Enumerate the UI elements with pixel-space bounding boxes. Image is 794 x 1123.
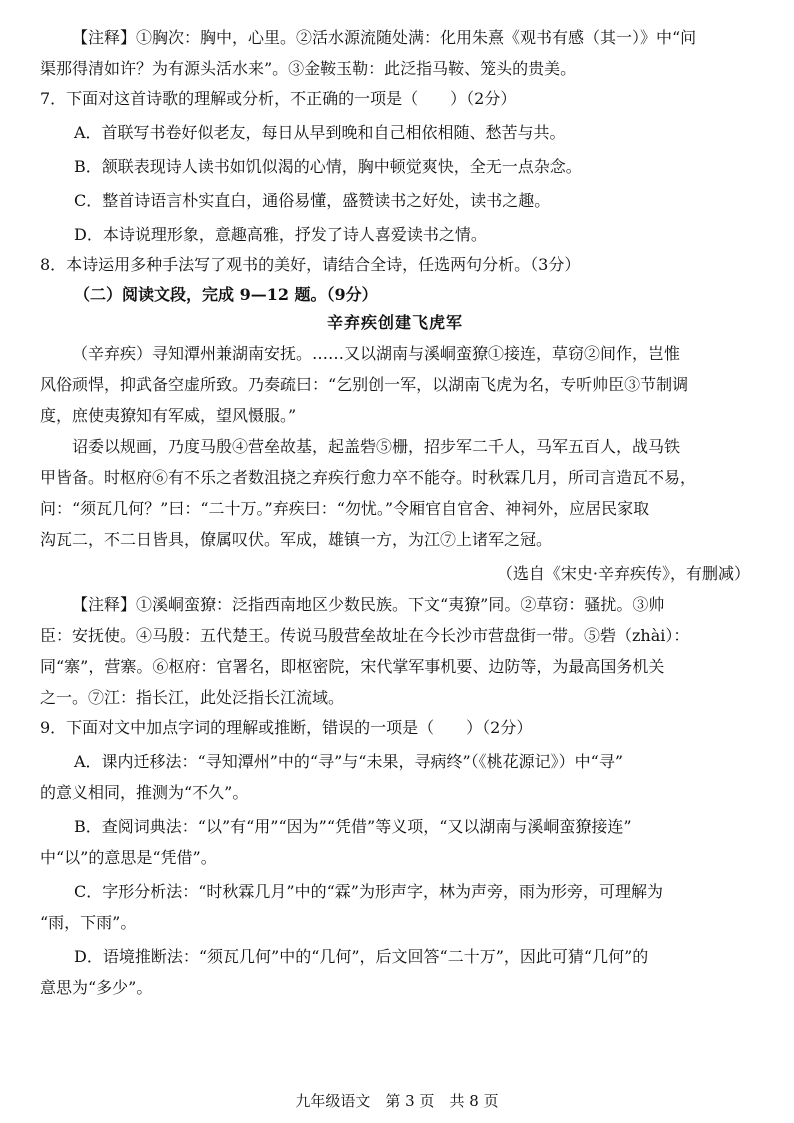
q9-option-b-line2: 中“以”的意思是“凭借”。 [40, 848, 217, 867]
q9-option-c-line1: C．字形分析法：“时秋霖几月”中的“霖”为形声字，林为声旁，雨为形旁，可理解为 [74, 882, 663, 901]
passage-body [40, 344, 750, 550]
passage-p2-line4: 沟瓦二，不二日皆具，僚属叹伏。军成，雄镇一方，为江⑦上诸军之冠。 [40, 530, 553, 549]
q7-option-b: B．颔联表现诗人读书如饥似渴的心情，胸中顿觉爽快，全无一点杂念。 [74, 157, 582, 176]
q9-option-b-line1: B．查阅词典法：“以”有“用”“因为”“凭借”等义项，“又以湖南与溪峒蛮獠接连” [74, 817, 632, 836]
passage-title: 辛弃疾创建飞虎军 [326, 313, 463, 332]
q8-stem: 8．本诗运用多种手法写了观书的美好，请结合全诗，任选两句分析。（3分） [40, 255, 581, 274]
q7-option-c: C．整首诗语言朴实直白，通俗易懂，盛赞读书之好处，读书之趣。 [74, 191, 551, 210]
passage-p2-line3: 问：“须瓦几何？”曰：“二十万。”弃疾曰：“勿忧。”令厢官自官舍、神祠外，应居民家取 [40, 499, 650, 518]
page-footer: 九年级语文 第 3 页 共 8 页 [295, 1092, 499, 1110]
note1-line2: 渠那得清如许？为有源头活水来”。③金鞍玉勒：此泛指马鞍、笼头的贵美。 [40, 59, 577, 78]
q9-option-a-line1: A．课内迁移法：“寻知潭州”中的“寻”与“未果，寻病终”（《桃花源记》）中“寻” [74, 752, 623, 771]
q7-stem: 7．下面对这首诗歌的理解或分析，不正确的一项是（ ）（2分） [40, 89, 517, 108]
q7-option-a: A．首联写书卷好似老友，每日从早到晚和自己相依相随、愁苦与共。 [74, 123, 566, 142]
q9-option-a-line2: 的意义相同，推测为“不久”。 [40, 783, 249, 802]
note2-line4: 之一。⑦江：指长江，此处泛指长江流域。 [40, 688, 345, 707]
q9-option-c-line2: “雨，下雨”。 [40, 913, 137, 932]
passage-p1-line3: 度，庶使夷獠知有军威，望风慑服。” [40, 406, 297, 425]
note2-line3: 同“寨”，营寨。⑥枢府：官署名，即枢密院，宋代掌军事机要、边防等，为最高国务机关 [40, 657, 665, 676]
note1-line1: 【注释】①胸次：胸中，心里。②活水源流随处满：化用朱熹《观书有感（其一）》中“问 [72, 28, 697, 47]
passage-p1-line2: 风俗顽悍，抑武备空虚所致。乃奏疏曰：“乞别创一军，以湖南飞虎为名，专听帅臣③节制调 [40, 375, 689, 394]
passage-source: （选自《宋史·辛弃疾传》，有删减） [496, 564, 750, 583]
q9-stem: 9．下面对文中加点字词的理解或推断，错误的一项是（ ）（2分） [40, 718, 533, 737]
note2-line2: 臣：安抚使。④马殷：五代楚王。传说马殷营垒故址在今长沙市营盘街一带。⑤砦（zhài）： [40, 626, 690, 645]
passage-p1-line1: （辛弃疾）寻知潭州兼湖南安抚。……又以湖南与溪峒蛮獠①接连，草窃②间作，岂惟 [72, 344, 681, 363]
section2-heading: （二）阅读文段，完成 9—12 题。（9分） [74, 285, 378, 304]
q9-option-d-line1: D．语境推断法：“须瓦几何”中的“几何”，后文回答“二十万”，因此可猜“几何”的 [74, 947, 649, 966]
q9-option-d-line2: 意思为“多少”。 [40, 978, 153, 997]
passage-p2-line2: 甲皆备。时枢府⑥有不乐之者数沮挠之弃疾行愈力卒不能夺。时秋霖几月，所司言造瓦不易， [40, 468, 697, 487]
passage-p2-line1: 诏委以规画，乃度马殷④营垒故基，起盖砦⑤栅，招步军二千人，马军五百人，战马铁 [72, 437, 681, 456]
q7-option-d: D．本诗说理形象，意趣高雅，抒发了诗人喜爱读书之情。 [74, 225, 487, 244]
note2-line1: 【注释】①溪峒蛮獠：泛指西南地区少数民族。下文“夷獠”同。②草窃：骚扰。③帅 [72, 595, 665, 614]
